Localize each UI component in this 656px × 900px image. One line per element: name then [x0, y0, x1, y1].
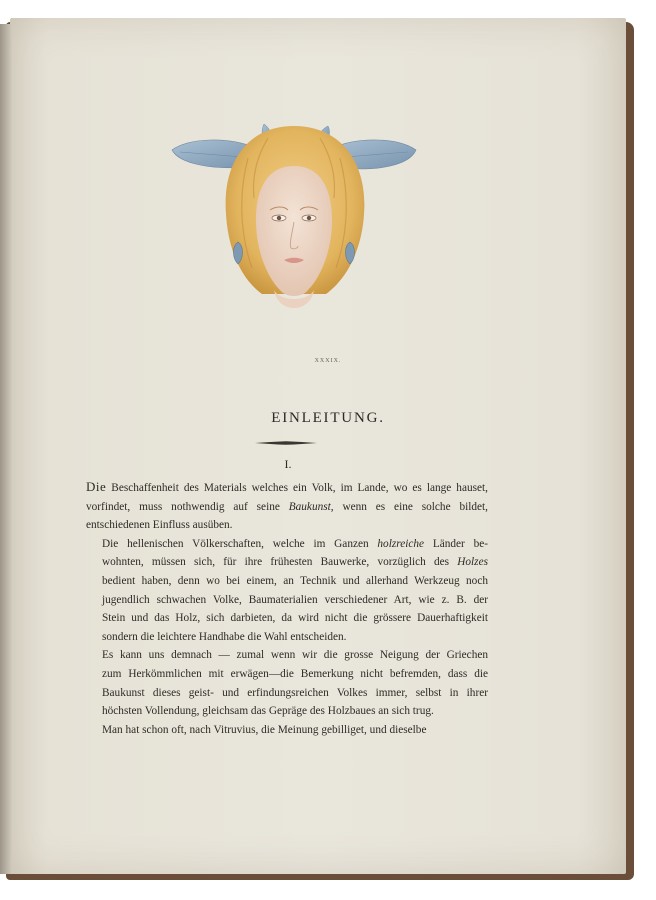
page-gutter: [0, 24, 12, 874]
text-line: [86, 572, 488, 591]
emphasis: Holzes: [457, 556, 488, 569]
text-run: Beschaffenheit des Materials welches ein Volk, im Lande, wo es lange hauset,: [106, 482, 488, 494]
text-line: [86, 535, 488, 554]
text-line: [86, 591, 488, 610]
emphasis: holzreiche: [377, 537, 425, 550]
text-run: Die hellenischen Völkerschaften, welche im Ganzen: [102, 537, 378, 550]
emphasis: Baukunst,: [288, 500, 334, 513]
text-run: Stein und das Holz, sich darbieten, da wird nicht die grössere Dauerhaftigkeit: [102, 612, 488, 625]
paragraph: [86, 535, 488, 647]
text-line: [86, 702, 488, 721]
text-line: [86, 646, 488, 665]
text-run: wenn es eine solche bildet,: [333, 500, 489, 513]
paragraph: [86, 721, 488, 740]
text-run: entschiedenen Einfluss ausüben.: [86, 519, 233, 532]
text-line: [86, 684, 488, 703]
heading-ornament-rule: [255, 440, 317, 446]
text-line: [86, 553, 488, 572]
text-line: [86, 665, 488, 684]
text-run: Baukunst dieses geist- und erfindungsreichen Volkes immer, selbst in ihrer: [102, 686, 488, 699]
medusa-head-icon: [168, 118, 420, 332]
paragraph: [86, 646, 488, 720]
paragraph: [86, 478, 488, 535]
text-run: bedient haben, denn wo bei einem, an Technik und allerhand Werkzeug noch: [102, 574, 488, 587]
text-line: [86, 628, 488, 647]
plate-number: XXXIX.: [314, 358, 342, 364]
text-run: zum Herkömmlichen mit erwägen—die Bemerkung nicht befremden, dass die: [102, 667, 488, 680]
text-run: sondern die leichtere Handhabe die Wahl entscheiden.: [102, 630, 347, 643]
text-run: Länder be-: [424, 537, 488, 550]
text-run: Es kann uns demnach — zumal wenn wir die grosse Neigung der Griechen: [102, 649, 488, 662]
initial-word: Die: [86, 479, 107, 494]
text-line: [86, 478, 488, 498]
text-run: vorfindet, muss nothwendig auf seine: [86, 500, 289, 513]
section-number: I.: [284, 457, 292, 471]
text-run: Man hat schon oft, nach Vitruvius, die Meinung gebilliget, und dieselbe: [102, 723, 427, 736]
text-run: höchsten Vollendung, gleichsam das Gepräge des Holzbaues an sich trug.: [102, 705, 434, 718]
text-run: jugendlich schwachen Volke, Baumaterialien verschiedener Art, wie z. B. der: [102, 593, 488, 606]
text-line: [86, 609, 488, 628]
text-run: wohnten, müssen sich, für ihre frühesten Bauwerke, vorzüglich des: [102, 556, 458, 569]
body-text: [86, 478, 488, 739]
text-line: [86, 516, 488, 535]
chapter-heading: EINLEITUNG.: [271, 410, 385, 426]
text-line: [86, 721, 488, 740]
text-line: [86, 498, 488, 517]
